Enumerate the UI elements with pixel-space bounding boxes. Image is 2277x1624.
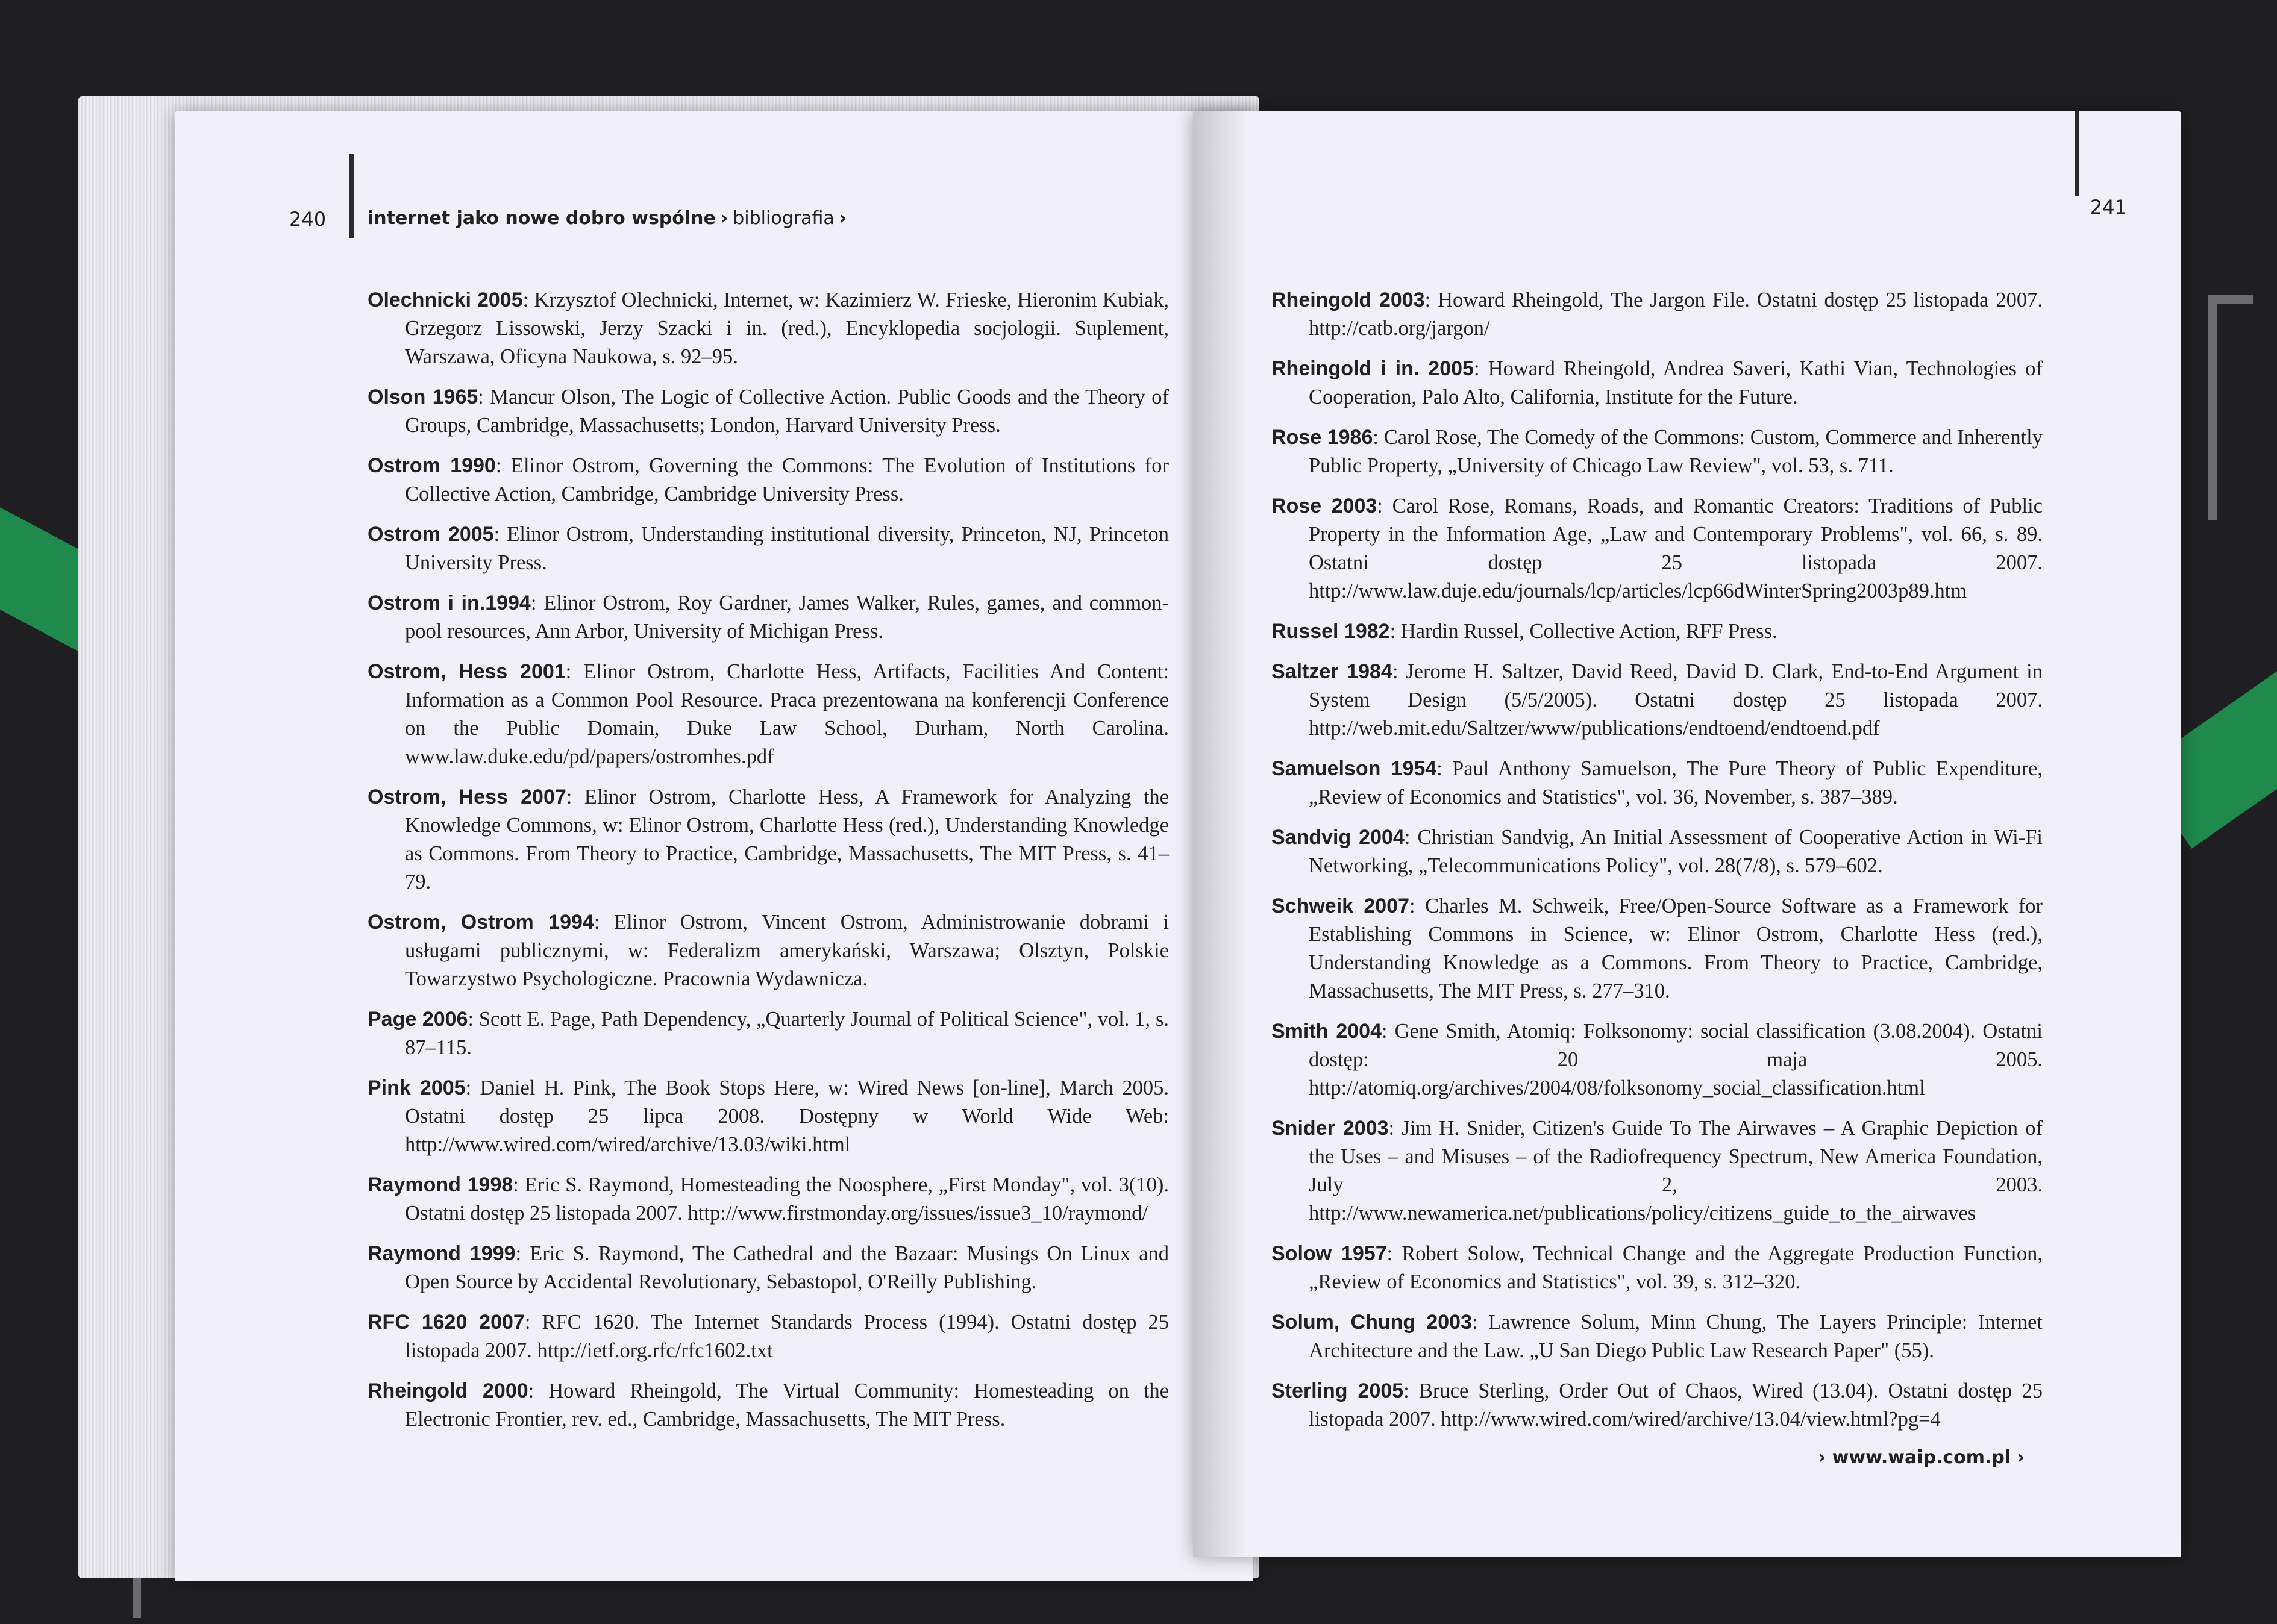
entry-key: Ostrom i in.1994: [368, 592, 531, 614]
bibliography-list: [1271, 286, 2043, 1446]
bibliography-entry: [368, 589, 1169, 646]
entry-key: Ostrom 2005: [368, 523, 494, 546]
entry-text: : Howard Rheingold, Andrea Saveri, Kathi Vian, Technologies of Cooperation, Palo Alto, California, Institute for the Future.: [1309, 357, 2043, 408]
entry-key: Olson 1965: [368, 386, 478, 408]
page-number: 241: [2090, 196, 2127, 219]
bibliography-entry: [1271, 1017, 2043, 1102]
entry-key: RFC 1620 2007: [368, 1311, 525, 1334]
chevron-right-icon: ›: [839, 208, 847, 229]
entry-text: : RFC 1620. The Internet Standards Process (1994). Ostatni dostęp 25 listopada 2007. http://ietf.org.rfc/rfc1602.txt: [405, 1311, 1169, 1362]
entry-key: Ostrom, Hess 2007: [368, 785, 566, 808]
entry-text: : Hardin Russel, Collective Action, RFF Press.: [1389, 620, 1777, 643]
header-rule: [2075, 111, 2079, 196]
entry-text: : Krzysztof Olechnicki, Internet, w: Kazimierz W. Frieske, Hieronim Kubiak, Grzegorz Lissowski, Jerzy Szacki i in. (red.), Encyklopedia socjologii. Suplement, Warszawa, Oficyna Naukowa, s. 92–95.: [405, 289, 1169, 368]
bibliography-entry: [1271, 423, 2043, 480]
entry-key: Page 2006: [368, 1008, 468, 1031]
entry-text: : Scott E. Page, Path Dependency, „Quarterly Journal of Political Science", vol. 1, s. 87–115.: [405, 1008, 1169, 1059]
bibliography-entry: [1271, 1240, 2043, 1296]
entry-text: : Daniel H. Pink, The Book Stops Here, w: Wired News [on-line], March 2005. Ostatni dostęp 25 lipca 2008. Dostępny w World Wide Web: http://www.wired.com/wired/archive/13.03/wiki.html: [405, 1076, 1169, 1156]
bibliography-entry: [368, 286, 1169, 371]
entry-text: : Charles M. Schweik, Free/Open-Source Software as a Framework for Establishing Commons in Science, w: Elinor Ostrom, Charlotte Hess (red.), Understanding Knowledge as a Commons. From Theory to Practice, Cambridge, Massachusetts, The MIT Press, s. 277–310.: [1309, 895, 2043, 1002]
right-page: [1193, 111, 2181, 1557]
bibliography-entry: [1271, 755, 2043, 811]
entry-key: Saltzer 1984: [1271, 660, 1392, 683]
bibliography-entry: [1271, 355, 2043, 411]
bibliography-entry: [368, 1308, 1169, 1365]
bibliography-entry: [1271, 617, 2043, 646]
entry-key: Rose 1986: [1271, 426, 1373, 449]
header-section: bibliografia: [733, 208, 835, 229]
entry-text: : Eric S. Raymond, Homesteading the Noosphere, „First Monday", vol. 3(10). Ostatni dostęp 25 listopada 2007. http://www.firstmonday.org/issues/issue3_10/raymond/: [405, 1173, 1170, 1225]
bibliography-entry: [1271, 658, 2043, 743]
entry-text: : Elinor Ostrom, Governing the Commons: The Evolution of Institutions for Collective Action, Cambridge, Cambridge University Press.: [405, 454, 1169, 505]
entry-key: Schweik 2007: [1271, 895, 1410, 917]
entry-key: Smith 2004: [1271, 1020, 1382, 1043]
bibliography-entry: [368, 1377, 1169, 1434]
bibliography-entry: [368, 908, 1169, 993]
entry-key: Rheingold 2003: [1271, 289, 1425, 311]
bibliography-entry: [1271, 1114, 2043, 1228]
entry-text: : Mancur Olson, The Logic of Collective Action. Public Goods and the Theory of Groups, Cambridge, Massachusetts; London, Harvard University Press.: [405, 386, 1169, 437]
entry-key: Ostrom 1990: [368, 454, 496, 477]
bibliography-entry: [368, 1005, 1169, 1062]
header-title: internet jako nowe dobro wspólne: [368, 208, 716, 229]
entry-text: : Gene Smith, Atomiq: Folksonomy: social classification (3.08.2004). Ostatni dostęp: 20 maja 2005. http://atomiq.org/archives/2004/08/folksonomy_social_classification.html: [1309, 1020, 2043, 1099]
entry-key: Samuelson 1954: [1271, 757, 1437, 780]
bibliography-entry: [1271, 286, 2043, 343]
entry-key: Sterling 2005: [1271, 1379, 1404, 1402]
entry-key: Snider 2003: [1271, 1117, 1389, 1140]
entry-key: Ostrom, Ostrom 1994: [368, 911, 594, 934]
entry-text: : Bruce Sterling, Order Out of Chaos, Wired (13.04). Ostatni dostęp 25 listopada 2007. http://www.wired.com/wired/archive/13.04/view.html?pg=4: [1309, 1379, 2043, 1431]
entry-key: Solum, Chung 2003: [1271, 1311, 1472, 1334]
bibliography-entry: [1271, 823, 2043, 880]
bibliography-entry: [368, 783, 1169, 896]
entry-text: : Carol Rose, The Comedy of the Commons: Custom, Commerce and Inherently Public Property, „University of Chicago Law Review", vol. 53, s. 711.: [1309, 426, 2043, 477]
entry-text: : Paul Anthony Samuelson, The Pure Theory of Public Expenditure, „Review of Economics and Statistics", vol. 36, November, s. 387–389.: [1309, 757, 2043, 808]
entry-key: Rose 2003: [1271, 495, 1377, 517]
entry-text: : Elinor Ostrom, Vincent Ostrom, Administrowanie dobrami i usługami publicznymi, w: Federalizm amerykański, Warszawa; Olsztyn, Polskie Towarzystwo Psychologiczne. Pracownia Wydawnicza.: [405, 911, 1169, 990]
entry-key: Rheingold i in. 2005: [1271, 357, 1474, 380]
entry-text: : Jim H. Snider, Citizen's Guide To The Airwaves – A Graphic Depiction of the Uses – and Misuses – of the Radiofrequency Spectrum, New America Foundation, July 2, 2003. http://www.newamerica.net/publications/policy/citizens_guide_to_the_airwaves: [1309, 1117, 2043, 1225]
bibliography-entry: [368, 520, 1169, 577]
entry-text: : Elinor Ostrom, Roy Gardner, James Walker, Rules, games, and common-pool resources, Ann Arbor, University of Michigan Press.: [405, 592, 1170, 643]
entry-text: : Eric S. Raymond, The Cathedral and the Bazaar: Musings On Linux and Open Source by Accidental Revolutionary, Sebastopol, O'Reilly Publishing.: [405, 1242, 1169, 1293]
bibliography-entry: [368, 1171, 1169, 1228]
entry-text: : Howard Rheingold, The Jargon File. Ostatni dostęp 25 listopada 2007. http://catb.org/jargon/: [1309, 289, 2043, 340]
gutter-shadow: [1193, 111, 1247, 1557]
entry-text: : Christian Sandvig, An Initial Assessment of Cooperative Action in Wi-Fi Networking, „Telecommunications Policy", vol. 28(7/8), s. 579–602.: [1309, 826, 2043, 877]
left-page: [175, 111, 1253, 1581]
entry-key: Olechnicki 2005: [368, 289, 523, 311]
bibliography-entry: [368, 452, 1169, 508]
entry-text: : Lawrence Solum, Minn Chung, The Layers Principle: Internet Architecture and the Law. „U San Diego Public Law Research Paper" (55).: [1309, 1311, 2043, 1362]
bibliography-entry: [1271, 1377, 2043, 1434]
header-rule: [349, 154, 354, 238]
entry-key: Rheingold 2000: [368, 1379, 528, 1402]
bibliography-entry: [368, 1240, 1169, 1296]
page-number: 240: [289, 208, 327, 231]
entry-text: : Jerome H. Saltzer, David Reed, David D. Clark, End-to-End Argument in System Design (5/5/2005). Ostatni dostęp 25 listopada 2007. http://web.mit.edu/Saltzer/www/publications/endtoend/endtoend.pdf: [1309, 660, 2043, 740]
entry-text: : Robert Solow, Technical Change and the Aggregate Production Function, „Review of Economics and Statistics", vol. 39, s. 312–320.: [1309, 1242, 2043, 1293]
publisher-url[interactable]: › www.waip.com.pl ›: [1818, 1447, 2025, 1468]
entry-text: : Carol Rose, Romans, Roads, and Romantic Creators: Traditions of Public Property in the Information Age, „Law and Contemporary Problems", vol. 66, s. 89. Ostatni dostęp 25 listopada 2007. http://www.law.duje.edu/journals/lcp/articles/lcp66dWinterSpring2003p89.htm: [1309, 495, 2043, 602]
entry-text: : Elinor Ostrom, Charlotte Hess, Artifacts, Facilities And Content: Information as a Common Pool Resource. Praca prezentowana na konferencji Conference on the Public Domain, Duke Law School, Durham, North Carolina. www.law.duke.edu/pd/papers/ostromhes.pdf: [405, 660, 1169, 768]
entry-key: Pink 2005: [368, 1076, 466, 1099]
bibliography-entry: [368, 658, 1169, 771]
entry-key: Ostrom, Hess 2001: [368, 660, 566, 683]
entry-key: Sandvig 2004: [1271, 826, 1405, 849]
bibliography-entry: [368, 1074, 1169, 1159]
bibliography-entry: [1271, 492, 2043, 605]
chevron-right-icon: ›: [720, 208, 728, 229]
bibliography-entry: [1271, 892, 2043, 1005]
bibliography-entry: [368, 383, 1169, 440]
entry-key: Russel 1982: [1271, 620, 1390, 643]
entry-text: : Howard Rheingold, The Virtual Community: Homesteading on the Electronic Frontier, rev. ed., Cambridge, Massachusetts, The MIT Press.: [405, 1379, 1169, 1431]
entry-text: : Elinor Ostrom, Charlotte Hess, A Framework for Analyzing the Knowledge Commons, w: Elinor Ostrom, Charlotte Hess (red.), Understanding Knowledge as Commons. From Theory to Practice, Cambridge, Massachusetts, The MIT Press, s. 41–79.: [405, 785, 1169, 893]
entry-key: Solow 1957: [1271, 1242, 1387, 1265]
bibliography-list: [368, 286, 1169, 1446]
running-header: [368, 208, 851, 229]
open-book: [72, 75, 2217, 1593]
entry-key: Raymond 1998: [368, 1173, 513, 1196]
bibliography-entry: [1271, 1308, 2043, 1365]
entry-key: Raymond 1999: [368, 1242, 516, 1265]
entry-text: : Elinor Ostrom, Understanding institutional diversity, Princeton, NJ, Princeton University Press.: [405, 523, 1169, 574]
